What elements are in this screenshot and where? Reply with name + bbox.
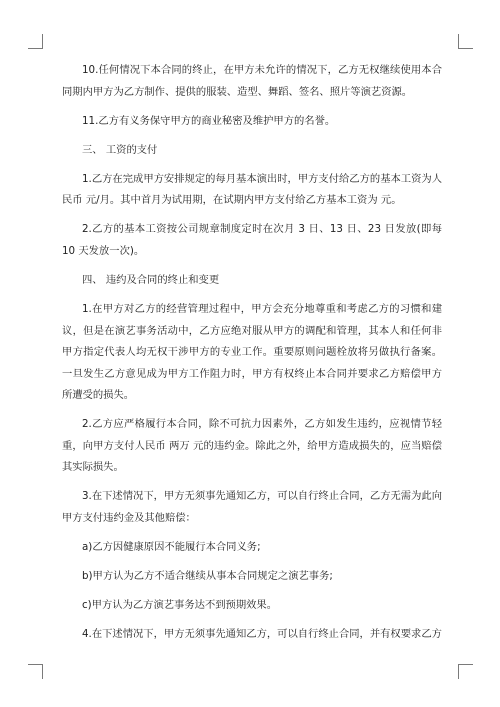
crop-mark-bottom-left	[28, 664, 43, 679]
paragraph-clause-10: 10.任何情况下本合同的终止，在甲方未允许的情况下，乙方无权继续使用本合同期内甲方为乙方制作、提供的服装、造型、舞蹈、签名、照片等演艺资源。	[62, 64, 442, 98]
paragraph-breach-1: 1.在甲方对乙方的经营管理过程中，甲方会充分地尊重和考虑乙方的习惯和建议，但是在演艺事务活动中，乙方应绝对服从甲方的调配和管理，其本人和任何非甲方指定代表人均无权干涉甲方的专业工作。重要原则问题栓放将另做执行备案。一旦发生乙方意见成为甲方工作阻力时，甲方有权终止本合同并要求乙方赔偿甲方所遭受的损失。	[62, 303, 442, 402]
paragraph-wage-1: 1.乙方在完成甲方安排规定的每月基本演出时，甲方支付给乙方的基本工资为人民币 元/月。其中首月为试用期，在试期内甲方支付给乙方基本工资为 元。	[62, 172, 442, 207]
paragraph-breach-3: 3.在下述情况下，甲方无须事先通知乙方，可以自行终止合同，乙方无需为此向甲方支付违约金及其他赔偿：	[62, 490, 442, 524]
paragraph-clause-11: 11.乙方有义务保守甲方的商业秘密及维护甲方的名誉。	[82, 114, 336, 127]
document-body	[62, 60, 442, 653]
crop-mark-bottom-right	[458, 664, 473, 679]
list-item-b: b)甲方认为乙方不适合继续从事本合同规定之演艺事务;	[82, 569, 333, 582]
list-item-a: a)乙方因健康原因不能履行本合同义务;	[82, 540, 261, 553]
list-item-c: c)甲方认为乙方演艺事务达不到预期效果。	[82, 599, 278, 612]
section-heading-wage-payment: 三、 工资的支付	[82, 143, 158, 156]
crop-mark-top-right	[458, 34, 473, 49]
paragraph-breach-4: 4.在下述情况下，甲方无须事先通知乙方，可以自行终止合同，并有权要求乙方	[82, 628, 442, 641]
paragraph-wage-2: 2.乙方的基本工资按公司规章制度定时在次月 3 日、13 日、23 日发放(即每 10 天发放一次)。	[62, 223, 442, 257]
section-heading-breach-termination: 四、 违约及合同的终止和变更	[82, 273, 220, 286]
crop-mark-top-left	[28, 34, 43, 49]
paragraph-breach-2: 2.乙方应严格履行本合同，除不可抗力因素外，乙方如发生违约，应视情节轻重，向甲方支付人民币 两万 元的违约金。除此之外，给甲方造成损失的，应当赔偿其实际损失。	[62, 418, 442, 474]
